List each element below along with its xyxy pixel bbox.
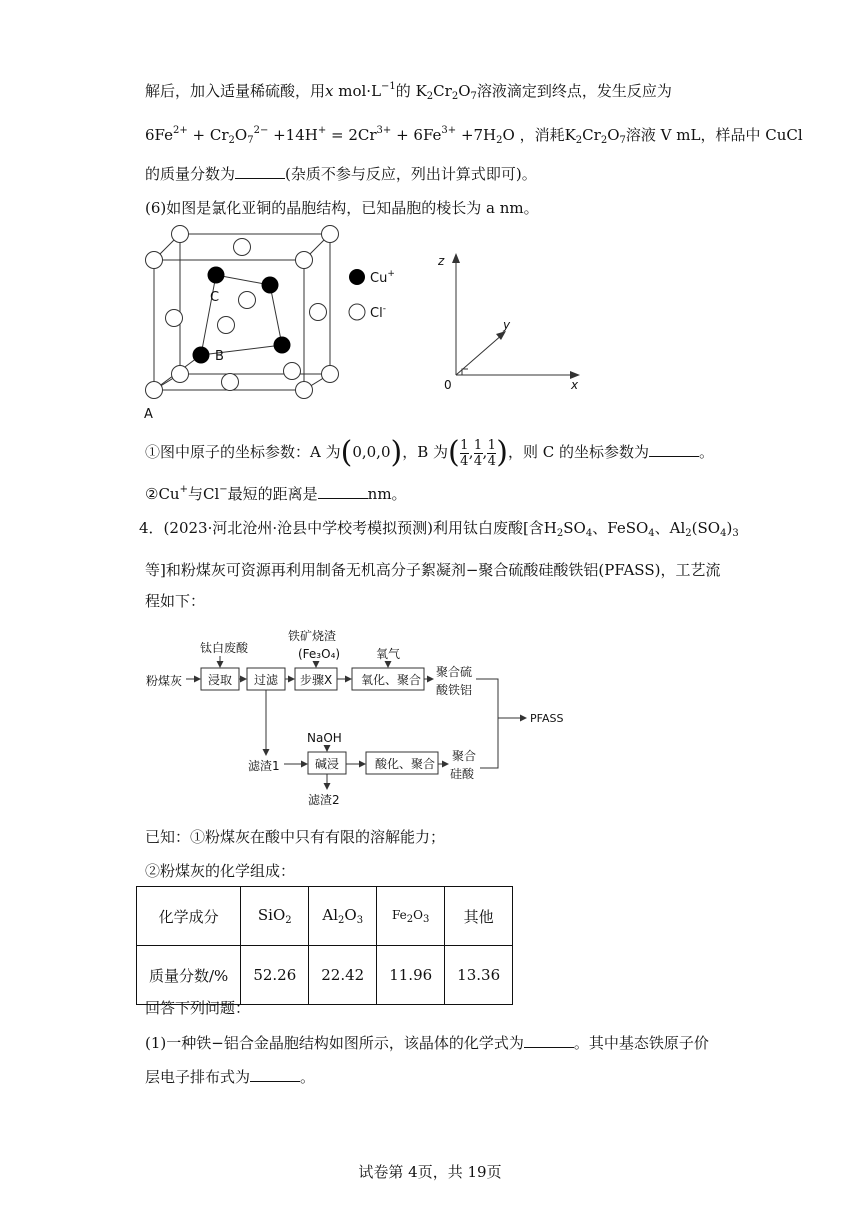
sup: 2+	[173, 125, 188, 136]
sup: +	[179, 484, 188, 495]
sub: 2	[556, 528, 564, 539]
cl-atom	[322, 226, 339, 243]
sub: 7	[470, 91, 477, 102]
sub: 2	[496, 135, 503, 146]
paragraph-line-p6: 等]和粉煤灰可资源再利用制备无机高分子絮凝剂−聚合硫酸硅酸铁铝(PFASS)，工艺流	[145, 561, 721, 579]
cl-atom	[234, 239, 251, 256]
paragraph-line-p7: 程如下：	[145, 592, 206, 610]
cl-atom	[222, 374, 239, 391]
cl-atom	[166, 310, 183, 327]
label-pfass: PFASS	[530, 712, 564, 725]
sub: 7	[619, 135, 626, 146]
answer-blank[interactable]	[318, 484, 368, 499]
table-row	[137, 946, 513, 1005]
label-fly-ash: 粉煤灰	[146, 674, 183, 688]
label-oxygen: 氧气	[376, 647, 401, 661]
label-naoh: NaOH	[307, 731, 342, 745]
cl-atom	[146, 382, 163, 399]
sup: 3+	[441, 125, 457, 136]
label-slag: 铁矿烧渣	[288, 629, 337, 643]
table-cell: 11.96	[377, 946, 445, 1005]
eq-part: 6Fe	[145, 126, 174, 144]
table-header: 化学成分	[137, 887, 241, 946]
box-stepx-label: 步骤X	[300, 673, 333, 687]
box-filter-label: 过滤	[254, 673, 279, 687]
text: 溶液滴定到终点，发生反应为	[476, 82, 672, 100]
sub: 3	[732, 528, 739, 539]
text: 的 K	[395, 82, 427, 100]
legend-cl-label: Cl-	[370, 304, 386, 321]
axis-z-label: z	[438, 254, 445, 268]
table-header: 其他	[445, 887, 513, 946]
cu-atom	[208, 267, 225, 284]
sub: 2	[575, 135, 583, 146]
answer-blank[interactable]	[250, 1067, 300, 1082]
sup: 3+	[376, 125, 392, 136]
coord-a: 0,0,0	[352, 443, 391, 461]
eq-part: +14H	[268, 126, 318, 144]
sub: 4	[720, 528, 727, 539]
paren: (	[448, 435, 460, 470]
known-2: ②粉煤灰的化学组成：	[145, 862, 296, 880]
table-header: SiO$_2$	[241, 887, 309, 946]
cu-atom	[193, 347, 210, 364]
composition-table	[136, 886, 513, 1005]
sub: 2	[451, 91, 459, 102]
table-header: $Al_2O_3$	[309, 887, 377, 946]
table-cell: 质量分数/%	[137, 946, 241, 1005]
table-row	[137, 887, 513, 946]
table-cell: 13.36	[445, 946, 513, 1005]
cl-atom	[239, 292, 256, 309]
fraction: $\frac{1}{4}$	[473, 437, 483, 469]
label-a: A	[144, 407, 153, 422]
cl-atom	[172, 226, 189, 243]
sup: −	[219, 484, 228, 495]
label-c: C	[210, 290, 220, 305]
paren: (	[340, 435, 353, 470]
box-leach-label: 浸取	[208, 673, 233, 687]
paren: )	[496, 435, 509, 470]
process-flow-diagram	[140, 628, 600, 810]
cu-atom	[274, 337, 291, 354]
fraction: $\frac{1}{4}$	[460, 437, 469, 469]
crystal-structure-diagram	[140, 222, 410, 422]
answer-prompt: 回答下列问题：	[145, 999, 251, 1017]
eq-part: = 2Cr	[326, 126, 377, 144]
text: 、FeSO	[592, 519, 649, 537]
sub: 4	[585, 528, 593, 539]
label-b: B	[215, 349, 224, 364]
text: ①图中原子的坐标参数：A 为	[145, 443, 341, 461]
table-cell: 52.26	[241, 946, 309, 1005]
answer-blank[interactable]	[649, 442, 699, 457]
unit: mol·L	[333, 82, 382, 100]
cl-atom	[296, 382, 313, 399]
text: 解后，加入适量稀硫酸，用	[145, 82, 326, 100]
label-waste-acid: 钛白废酸	[200, 641, 249, 655]
text: 最短的距离是	[227, 485, 318, 503]
box-oxid-label: 氧化、聚合	[361, 673, 422, 687]
legend-cu-label: Cu+	[370, 269, 395, 286]
sub: 2	[685, 528, 692, 539]
label-residue2: 滤渣2	[308, 793, 340, 807]
label-prod1-b: 酸铁铝	[436, 683, 473, 697]
cl-atom	[284, 363, 301, 380]
question-coords: ①图中原子的坐标参数：A 为(0,0,0)，B 为( $\frac{1}{4}$ , $\frac{1}{4}$ , $\frac{1}{4}$ )，则 C 的坐标参数为 。	[145, 435, 715, 470]
cl-atom	[146, 252, 163, 269]
text: nm。	[367, 485, 407, 503]
label-prod1-a: 聚合硫	[436, 665, 473, 679]
cl-atom	[172, 366, 189, 383]
eq-part: 溶液 V mL，样品中 CuCl	[625, 126, 803, 144]
label-prod2-a: 聚合	[452, 749, 477, 763]
eq-part: O ，消耗K	[502, 126, 576, 144]
text: ，则 C 的坐标参数为	[508, 443, 650, 461]
label-prod2-b: 硅酸	[450, 767, 475, 781]
eq-part: +7H	[456, 126, 497, 144]
axis-y-label: y	[503, 318, 511, 332]
cl-atom	[218, 317, 235, 334]
table-header: $Fe_2O_3$	[377, 887, 445, 946]
text: (杂质不参与反应，列出计算式即可)。	[285, 165, 537, 183]
text: (1)一种铁−铝合金晶胞结构如图所示，该晶体的化学式为	[145, 1034, 524, 1052]
cl-atom	[310, 304, 327, 321]
fraction: $\frac{1}{4}$	[487, 437, 496, 469]
label-residue1: 滤渣1	[248, 759, 280, 773]
known-1: 已知：①粉煤灰在酸中只有有限的溶解能力；	[145, 828, 446, 846]
label-slag-formula: (Fe₃O₄)	[298, 647, 341, 661]
box-acidify-label: 酸化、聚合	[375, 757, 436, 771]
question-distance	[145, 479, 407, 505]
cl-atom	[322, 366, 339, 383]
text: ②Cu	[145, 485, 180, 503]
paragraph-line-3	[145, 163, 537, 185]
var-x: x	[325, 82, 334, 100]
origin-label: 0	[444, 378, 452, 392]
eq-part: + 6Fe	[391, 126, 442, 144]
question-1-line-1	[145, 1032, 709, 1054]
answer-blank[interactable]	[524, 1033, 574, 1048]
legend-cl-swatch	[349, 304, 365, 320]
page-footer: 试卷第 4页，共 19页	[358, 1163, 502, 1181]
sub: 7	[247, 135, 254, 146]
axis-x-label: x	[571, 378, 579, 392]
superscript: −1	[381, 81, 396, 92]
cl-atom	[296, 252, 313, 269]
text: 层电子排布式为	[145, 1068, 251, 1086]
legend-cu-swatch	[349, 269, 365, 285]
paren: )	[390, 435, 403, 470]
sub: 2	[600, 135, 608, 146]
table-cell: 22.42	[309, 946, 377, 1005]
question-1-line-2	[145, 1066, 315, 1088]
text: SO	[563, 519, 586, 537]
text: ，B 为	[402, 443, 449, 461]
answer-blank[interactable]	[235, 164, 285, 179]
sup: 2−	[253, 125, 269, 136]
text: 。其中基态铁原子价	[573, 1034, 709, 1052]
box-alkali-label: 碱浸	[315, 757, 340, 771]
text: 。	[300, 1068, 316, 1086]
text: 。	[699, 443, 715, 461]
sub: 2	[426, 91, 434, 102]
paragraph-line-1: 解后，加入适量稀硫酸，用x $mol\cdot L^{-1}$的 $K_2Cr_2O_7$溶液滴定到终点，发生反应为	[145, 81, 672, 102]
question-6: (6)如图是氯化亚铜的晶胞结构，已知晶胞的棱长为 a nm。	[145, 199, 539, 217]
text: )	[726, 519, 733, 537]
text: 与Cl	[187, 485, 220, 503]
text: 的质量分数为	[145, 165, 236, 183]
sup: +	[317, 125, 327, 136]
sub: 2	[228, 135, 235, 146]
problem-4-title	[139, 517, 739, 545]
text: (SO	[691, 519, 721, 537]
equation-line: $6Fe^{2+} + Cr_2O_7^{2-} +14H^+ = 2Cr^{3+} + 6Fe^{3+} +7H_2O$ ，消耗$K_2Cr_2O_7$溶液 V mL，样品中 CuCl	[145, 125, 803, 146]
cu-atom	[262, 277, 279, 294]
eq-part: + Cr	[187, 126, 229, 144]
text: 4．(2023·河北沧州·沧县中学校考模拟预测)利用钛白废酸[含H	[139, 519, 557, 537]
coordinate-axes-diagram	[430, 245, 590, 395]
sub: 4	[648, 528, 655, 539]
text: 、Al	[654, 519, 686, 537]
